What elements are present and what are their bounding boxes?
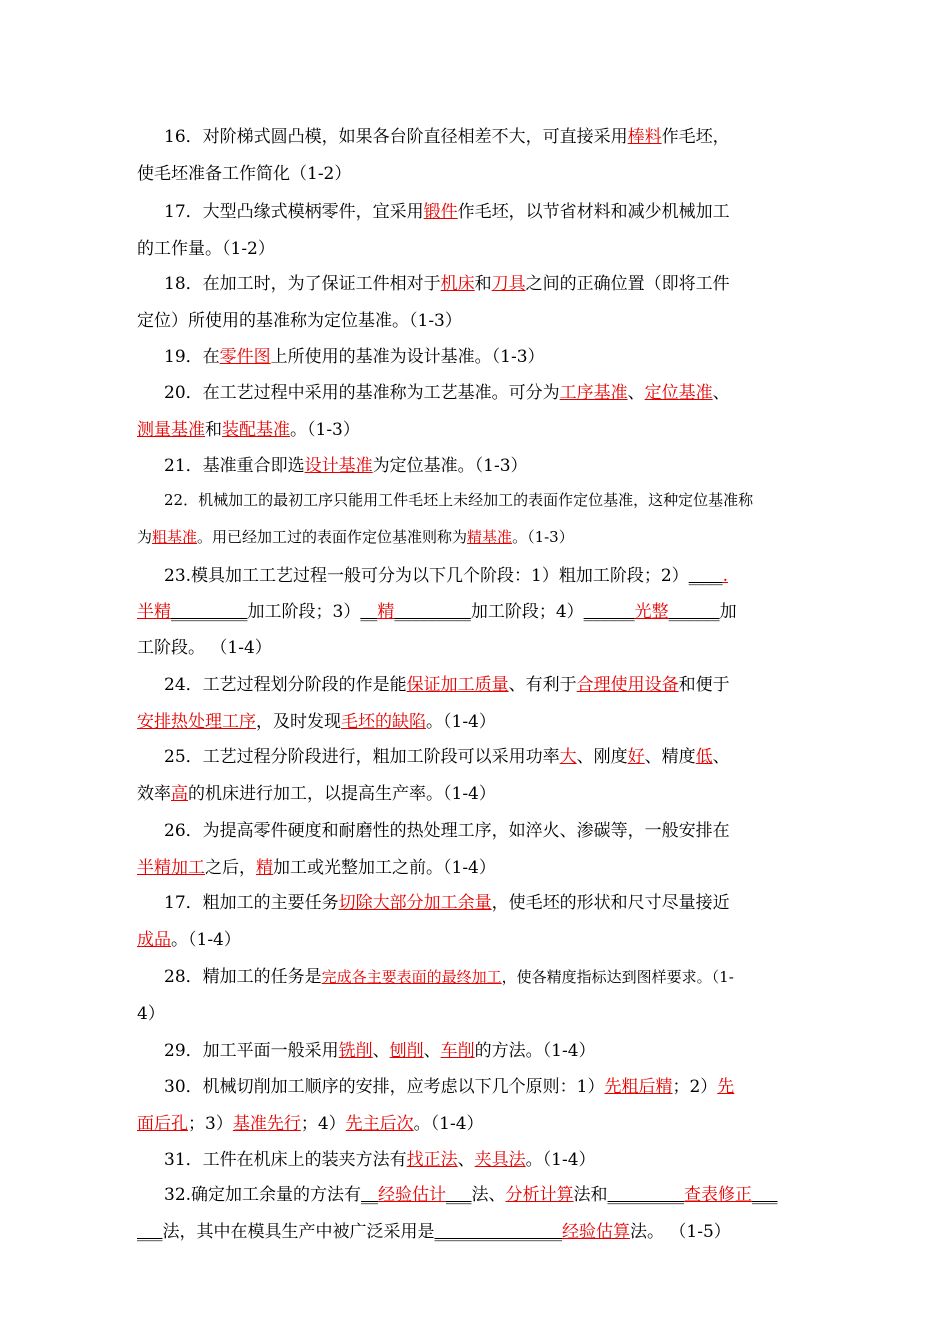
question-text: 和	[205, 420, 222, 440]
blank-line: _________	[607, 1185, 685, 1205]
text-line	[164, 488, 753, 512]
answer-text: 半精	[137, 602, 171, 622]
question-text: 加工或光整加工之前。（1-4）	[273, 858, 496, 878]
text-line	[164, 381, 730, 405]
text-line	[137, 309, 462, 333]
question-text: 、	[423, 1041, 441, 1061]
text-line	[164, 200, 730, 224]
text-line	[164, 125, 730, 149]
question-text: 20．在工艺过程中采用的基准称为工艺基准。可分为	[164, 383, 560, 403]
answer-text: 面后孔	[137, 1114, 188, 1134]
question-text: 作毛坯，	[661, 127, 730, 147]
text-line	[164, 673, 730, 697]
question-text: 、	[457, 1150, 475, 1170]
text-line	[137, 1002, 165, 1026]
question-text: 。用已经加工过的表面作定位基准则称为	[197, 528, 468, 546]
text-line	[137, 237, 275, 261]
blank-line: _______________	[434, 1222, 562, 1242]
blank-line: ___	[446, 1185, 472, 1205]
answer-text: 锻件	[423, 202, 458, 222]
text-line	[137, 162, 351, 186]
question-text: 法。 （1-5）	[630, 1222, 731, 1242]
question-text: 定位）所使用的基准称为定位基准。（1-3）	[137, 311, 462, 331]
answer-text: 半精加工	[137, 858, 205, 878]
question-text: 为定位基准。（1-3）	[372, 456, 528, 476]
text-line	[137, 1112, 484, 1136]
answer-text: 经验估计	[378, 1185, 447, 1205]
question-text: 23.模具加工工艺过程一般可分为以下几个阶段：1）粗加工阶段；2）	[164, 566, 689, 586]
blank-line: _________	[171, 602, 248, 622]
question-text: 22．机械加工的最初工序只能用工件毛坯上未经加工的表面作定位基准，这种定位基准称	[164, 491, 754, 509]
question-text: ，使各精度指标达到图样要求。（1-	[501, 968, 734, 986]
blank-line: ______	[668, 602, 720, 622]
answer-text: 成品	[137, 930, 171, 950]
answer-text: 低	[695, 747, 713, 767]
question-text: 17．粗加工的主要任务	[164, 893, 339, 913]
text-line	[137, 856, 496, 880]
question-text: 25．工艺过程分阶段进行，粗加工阶段可以采用功率	[164, 747, 560, 767]
question-text: 4）	[137, 1004, 165, 1024]
text-line	[137, 600, 737, 624]
answer-text: 先	[717, 1077, 735, 1097]
text-line	[137, 636, 272, 660]
answer-text: 机床	[440, 274, 475, 294]
text-line	[164, 345, 545, 369]
text-line	[164, 819, 730, 843]
text-line	[137, 782, 496, 806]
question-text: 29．加工平面一般采用	[164, 1041, 339, 1061]
text-line	[137, 1220, 731, 1244]
question-text: 的机床进行加工，以提高生产率。（1-4）	[188, 784, 496, 804]
answer-text: 完成各主要表面的最终加工	[321, 968, 502, 986]
question-text: 18．在加工时，为了保证工件相对于	[164, 274, 441, 294]
text-line	[164, 1183, 778, 1207]
question-text: 使毛坯准备工作简化（1-2）	[137, 164, 352, 184]
answer-text: 精	[256, 858, 273, 878]
answer-text: 大	[559, 747, 577, 767]
answer-text: 刀具	[491, 274, 526, 294]
blank-line: ______	[583, 602, 635, 622]
answer-text: 高	[171, 784, 188, 804]
answer-text: 分析计算	[505, 1185, 574, 1205]
text-line	[164, 1039, 596, 1063]
text-line	[164, 272, 730, 296]
answer-text: 好	[627, 747, 645, 767]
answer-text: 合理使用设备	[576, 675, 679, 695]
answer-text: 车削	[440, 1041, 475, 1061]
question-text: 作毛坯，以节省材料和减少机械加工	[457, 202, 730, 222]
question-text: 为	[137, 528, 153, 546]
text-line	[164, 745, 730, 769]
question-text: 。（1-4）	[171, 930, 241, 950]
question-text: 的工作量。（1-2）	[137, 239, 275, 259]
answer-text: 先主后次	[345, 1114, 414, 1134]
question-text: 。（1-4）	[525, 1150, 596, 1170]
question-text: 和	[474, 274, 492, 294]
text-line	[164, 1075, 734, 1099]
question-text: 和便于	[678, 675, 730, 695]
text-line	[137, 418, 360, 442]
answer-text: 精基准	[467, 528, 513, 546]
question-text: 26．为提高零件硬度和耐磨性的热处理工序，如淬火、渗碳等，一般安排在	[164, 821, 730, 841]
answer-text: 零件图	[219, 347, 271, 367]
question-text: 工阶段。 （1-4）	[137, 638, 272, 658]
answer-text: 光整	[634, 602, 669, 622]
question-text: 之间的正确位置（即将工件	[525, 274, 730, 294]
question-text: 之后，	[205, 858, 256, 878]
answer-text: 安排热处理工序	[137, 712, 256, 732]
question-text: 法、	[471, 1185, 506, 1205]
text-line	[164, 965, 734, 989]
question-text: 19．在	[164, 347, 220, 367]
question-text: 16．对阶梯式圆凸模，如果各台阶直径相差不大，可直接采用	[164, 127, 628, 147]
question-text: ，使毛坯的形状和尺寸尽量接近	[491, 893, 730, 913]
answer-text: 测量基准	[137, 420, 205, 440]
answer-text: 切除大部分加工余量	[338, 893, 492, 913]
question-text: 加工阶段；3）	[247, 602, 361, 622]
text-line	[164, 1148, 596, 1172]
text-line	[164, 891, 730, 915]
answer-text: 铣削	[338, 1041, 373, 1061]
answer-text: 棒料	[627, 127, 662, 147]
answer-text: 保证加工质量	[406, 675, 509, 695]
blank-line: __	[360, 602, 378, 622]
text-line	[164, 564, 728, 588]
question-text: 24．工艺过程划分阶段的作是能	[164, 675, 407, 695]
answer-text: .	[722, 566, 729, 586]
question-text: 法，其中在模具生产中被广泛采用是	[162, 1222, 435, 1242]
text-line	[137, 710, 496, 734]
question-text: 31．工件在机床上的装夹方法有	[164, 1150, 407, 1170]
blank-line: ___	[752, 1185, 778, 1205]
question-text: 、	[372, 1041, 390, 1061]
question-text: ；2）	[672, 1077, 718, 1097]
answer-text: 查表修正	[684, 1185, 753, 1205]
answer-text: 毛坯的缺陷	[341, 712, 426, 732]
text-line	[137, 928, 241, 952]
question-text: 加工阶段；4）	[470, 602, 584, 622]
question-text: 、	[712, 383, 730, 403]
answer-text: 装配基准	[222, 420, 290, 440]
text-line	[137, 525, 574, 549]
answer-text: 工序基准	[559, 383, 628, 403]
text-line	[164, 454, 528, 478]
question-text: 。（1-4）	[426, 712, 496, 732]
answer-text: 基准先行	[232, 1114, 301, 1134]
question-text: 。（1-3）	[290, 420, 360, 440]
question-text: 30．机械切削加工顺序的安排，应考虑以下几个原则：1）	[164, 1077, 605, 1097]
question-text: 17．大型凸缘式模柄零件，宜采用	[164, 202, 424, 222]
answer-text: 定位基准	[644, 383, 713, 403]
answer-text: 经验估算	[562, 1222, 630, 1242]
question-text: 21．基准重合即选	[164, 456, 305, 476]
answer-text: 刨削	[389, 1041, 424, 1061]
answer-text: 找正法	[406, 1150, 458, 1170]
question-text: 、有利于	[508, 675, 577, 695]
answer-text: 精	[377, 602, 395, 622]
answer-text: 先粗后精	[604, 1077, 673, 1097]
question-text: 的方法。（1-4）	[474, 1041, 596, 1061]
question-text: 、	[627, 383, 645, 403]
blank-line: __	[361, 1185, 379, 1205]
question-text: ；3）	[188, 1114, 233, 1134]
question-text: 32.确定加工余量的方法有	[164, 1185, 362, 1205]
question-text: 法和	[573, 1185, 608, 1205]
question-text: 28．精加工的任务是	[164, 967, 322, 987]
answer-text: 设计基准	[304, 456, 373, 476]
blank-line: _________	[394, 602, 471, 622]
question-text: 加	[719, 602, 737, 622]
question-text: 效率	[137, 784, 171, 804]
question-text: 、刚度	[576, 747, 628, 767]
question-text: 、	[712, 747, 730, 767]
question-text: ，及时发现	[256, 712, 341, 732]
answer-text: 夹具法	[474, 1150, 526, 1170]
question-text: 、精度	[644, 747, 696, 767]
blank-line: ____	[688, 566, 723, 586]
question-text: 上所使用的基准为设计基准。（1-3）	[270, 347, 545, 367]
answer-text: 粗基准	[152, 528, 198, 546]
question-text: 。（1-3）	[512, 528, 574, 546]
question-text: 。（1-4）	[413, 1114, 484, 1134]
blank-line: ___	[137, 1222, 163, 1242]
question-text: ；4）	[300, 1114, 346, 1134]
